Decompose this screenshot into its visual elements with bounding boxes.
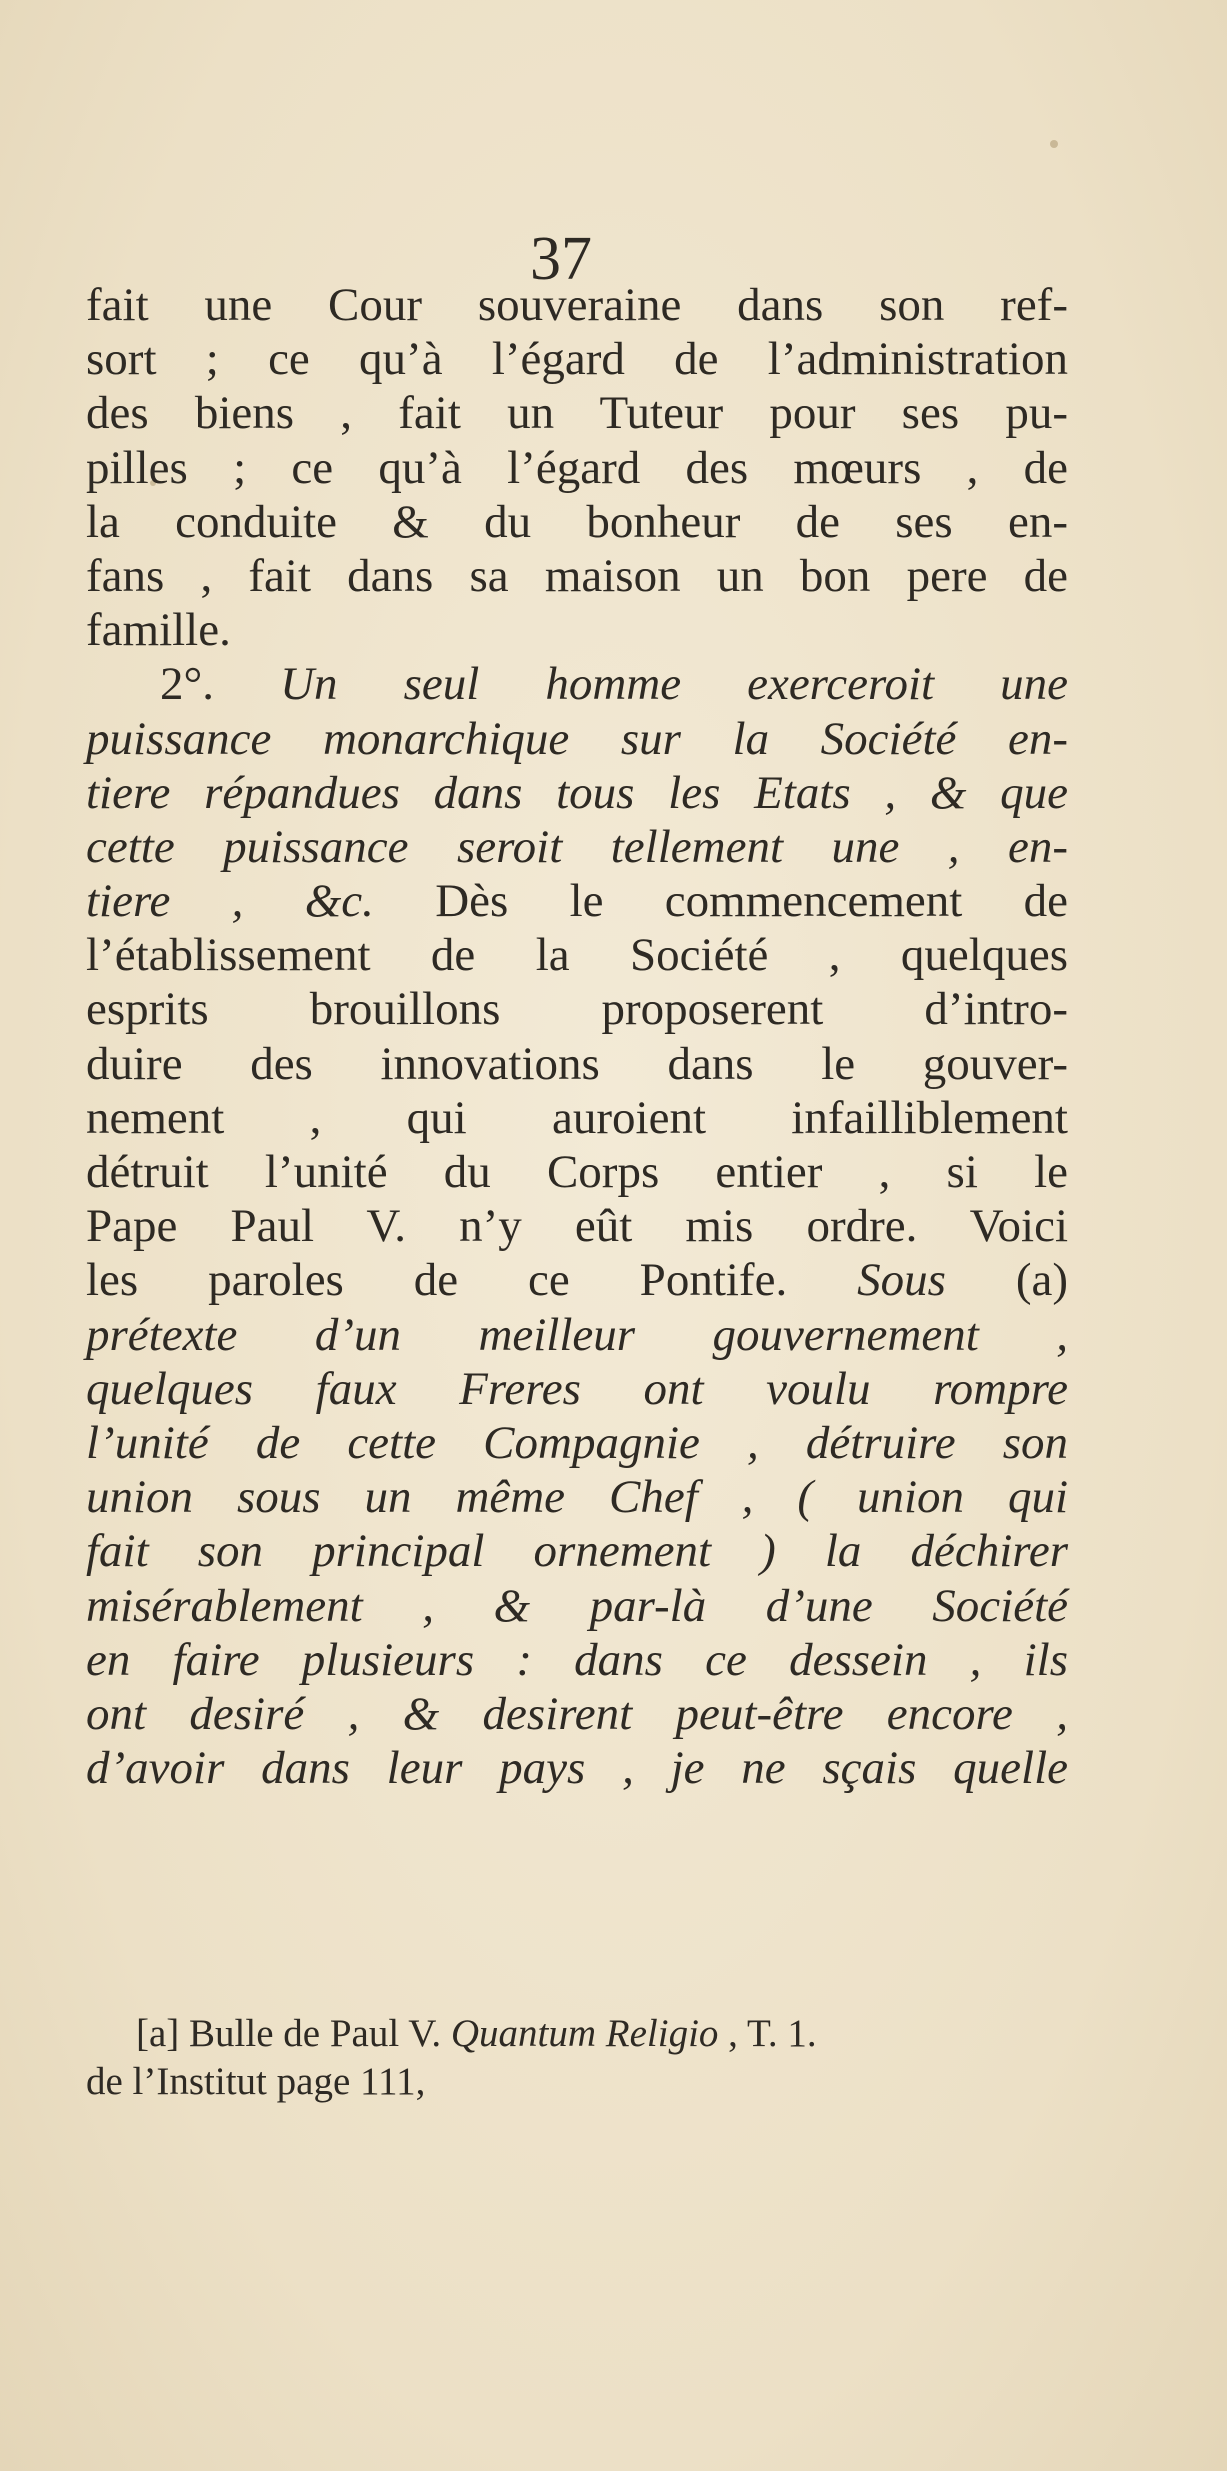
text-line — [86, 928, 1068, 982]
text-line — [86, 1091, 1068, 1145]
text-line — [86, 1579, 1068, 1633]
italic-text: cette puissance seroit tellement une , en- — [86, 820, 1068, 873]
italic-text: tiere répandues dans tous les Etats , & que — [86, 766, 1068, 819]
text-run: Pape Paul V. n’y eût mis ordre. Voici — [86, 1200, 1068, 1253]
italic-text: puissance monarchique sur la Société en- — [86, 712, 1068, 765]
text-line — [86, 1741, 1068, 1795]
text-run: duire des innovations dans le gouver- — [86, 1037, 1068, 1090]
text-line — [86, 1253, 1068, 1307]
text-line — [86, 766, 1068, 820]
text-line — [86, 657, 1068, 711]
text-line — [86, 278, 1068, 332]
text-line — [86, 1308, 1068, 1362]
text-run: , T. 1. — [718, 2012, 817, 2055]
italic-text: prétexte d’un meilleur gouvernement , — [86, 1308, 1068, 1361]
page-number: 37 — [530, 225, 592, 293]
text-run: détruit l’unité du Corps entier , si le — [86, 1146, 1068, 1198]
footnote-line — [86, 2010, 1068, 2058]
italic-text: quelques faux Freres ont voulu rompre — [86, 1362, 1068, 1415]
italic-text: d’avoir dans leur pays , je ne sçais quelle — [86, 1742, 1068, 1795]
text-run: [a] Bulle de Paul V. — [136, 2012, 451, 2055]
footnote-line — [86, 2058, 1068, 2106]
text-line — [86, 495, 1068, 549]
text-run: 2°. — [160, 658, 281, 711]
text-run: fans , fait dans sa maison un bon pere de — [86, 549, 1068, 602]
body-text — [86, 278, 1068, 1795]
text-run: des biens , fait un Tuteur pour ses pu- — [86, 387, 1068, 440]
text-line — [86, 1687, 1068, 1741]
text-line — [86, 1470, 1068, 1524]
text-line — [86, 1416, 1068, 1470]
text-line — [86, 603, 1068, 657]
text-run: l’établissement de la Société , quelques — [86, 929, 1068, 982]
text-run: les paroles de ce Pontife. — [86, 1254, 858, 1307]
footnote — [86, 2010, 1068, 2106]
text-line — [86, 386, 1068, 440]
text-line — [86, 1145, 1068, 1199]
text-run: nement , qui auroient infailliblement — [86, 1091, 1068, 1144]
italic-text: Sous — [857, 1254, 946, 1307]
text-run: fait une Cour souveraine dans son ref- — [86, 279, 1068, 331]
text-line — [86, 1633, 1068, 1687]
text-line — [86, 874, 1068, 928]
text-run: (a) — [945, 1254, 1069, 1307]
italic-text: l’unité de cette Compagnie , détruire son — [86, 1416, 1068, 1469]
text-line — [86, 441, 1068, 495]
italic-text: union sous un même Chef , ( union qui — [86, 1471, 1068, 1524]
italic-text: ont desiré , & desirent peut-être encore , — [86, 1687, 1068, 1740]
text-line — [86, 332, 1068, 386]
italic-text: Un seul homme exerceroit une — [280, 658, 1069, 711]
text-run: esprits brouillons proposerent d’intro- — [86, 983, 1068, 1036]
text-run: pilles ; ce qu’à l’égard des mœurs , de — [86, 441, 1068, 494]
paper-stain — [1050, 140, 1058, 148]
text-line — [86, 1037, 1068, 1091]
text-line — [86, 1524, 1068, 1578]
text-run: la conduite & du bonheur de ses en- — [86, 495, 1068, 548]
text-line — [86, 820, 1068, 874]
text-run: sort ; ce qu’à l’égard de l’administration — [86, 333, 1068, 386]
italic-text: tiere , &c. — [86, 875, 374, 928]
text-run: famille. — [86, 604, 231, 657]
text-line — [86, 1199, 1068, 1253]
text-run: de l’Institut page 111, — [86, 2060, 426, 2103]
text-line — [86, 712, 1068, 766]
italic-text: fait son principal ornement ) la déchirer — [86, 1525, 1068, 1578]
italic-text: Quantum Religio — [450, 2012, 719, 2055]
italic-text: misérablement , & par-là d’une Société — [86, 1579, 1068, 1632]
text-line — [86, 1362, 1068, 1416]
text-line — [86, 982, 1068, 1036]
text-line — [86, 549, 1068, 603]
text-run: Dès le commencement de — [373, 875, 1068, 928]
italic-text: en faire plusieurs : dans ce dessein , ils — [86, 1633, 1068, 1686]
